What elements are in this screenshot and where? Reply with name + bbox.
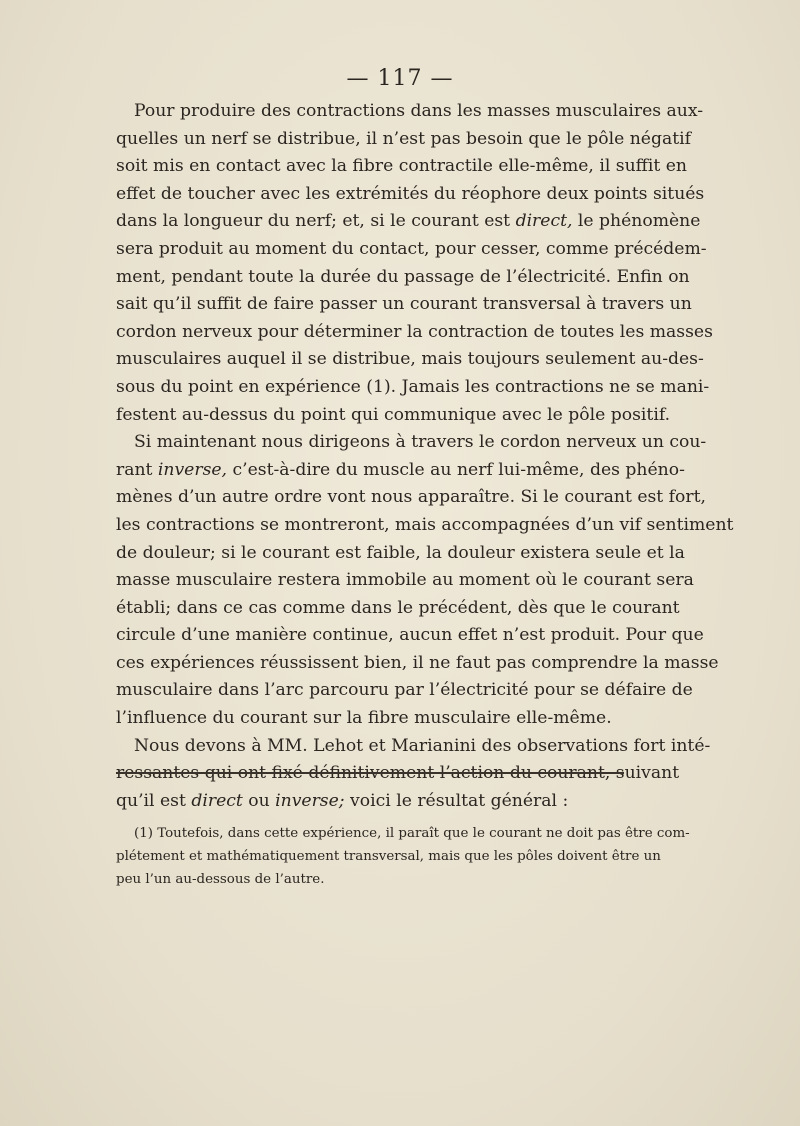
italic-word: inverse; (275, 790, 345, 811)
text-line: sera produit au moment du contact, pour cesser, comme précédem- (116, 238, 707, 259)
body-text (116, 98, 734, 815)
paragraph-1 (116, 98, 713, 429)
text-line: rant (116, 459, 158, 480)
footnote (116, 822, 690, 891)
text-line: masse musculaire restera immobile au moment où le courant sera (116, 570, 694, 591)
text-line: dans la longueur du nerf; et, si le courant est (116, 211, 516, 232)
text-line: festent au-dessus du point qui communique avec le pôle positif. (116, 404, 671, 425)
text-line: quelles un nerf se distribue, il n’est pas besoin que le pôle négatif (116, 128, 691, 149)
text-line: de douleur; si le courant est faible, la douleur existera seule et la (116, 542, 685, 563)
footnote-line: (1) Toutefois, dans cette expérience, il paraît que le courant ne doit pas être com- (134, 826, 690, 841)
text-line: Nous devons à MM. Lehot et Marianini des observations fort inté- (134, 735, 711, 756)
text-line: ces expériences réussissent bien, il ne faut pas comprendre la masse (116, 652, 719, 673)
italic-word: direct (191, 790, 243, 811)
footnote-divider (116, 772, 624, 774)
page-number: — 117 — (346, 66, 454, 91)
text-fragment: ou (242, 790, 276, 811)
text-line: cordon nerveux pour déterminer la contraction de toutes les masses (116, 321, 713, 342)
text-line: les contractions se montreront, mais accompagnées d’un vif sentiment (116, 514, 734, 535)
text-line: qu’il est (116, 790, 192, 811)
paragraph-3 (116, 733, 711, 816)
text-line: établi; dans ce cas comme dans le précédent, dès que le courant (116, 597, 680, 618)
text-line: ressantes qui ont fixé définitivement l’action du courant, suivant (116, 763, 680, 784)
text-line: ment, pendant toute la durée du passage de l’électricité. Enfin on (116, 266, 690, 287)
text-line: sait qu’il suffit de faire passer un courant transversal à travers un (116, 294, 692, 315)
footnote-line: plétement et mathématiquement transversal, mais que les pôles doivent être un (116, 849, 661, 864)
text-fragment: voici le résultat général : (344, 790, 569, 811)
text-fragment: c’est-à-dire du muscle au nerf lui-même, des phéno- (227, 459, 685, 480)
text-line: Si maintenant nous dirigeons à travers le cordon nerveux un cou- (134, 432, 707, 453)
text-line: Pour produire des contractions dans les masses musculaires aux- (134, 101, 704, 121)
text-line: circule d’une manière continue, aucun effet n’est produit. Pour que (116, 625, 704, 646)
text-line: l’influence du courant sur la fibre musculaire elle-même. (116, 708, 612, 729)
footnote-line: peu l’un au-dessous de l’autre. (116, 872, 325, 887)
text-line: mènes d’un autre ordre vont nous apparaître. Si le courant est fort, (116, 487, 706, 508)
text-line: musculaires auquel il se distribue, mais toujours seulement au-des- (116, 349, 704, 370)
text-line: effet de toucher avec les extrémités du réophore deux points situés (116, 183, 705, 204)
paragraph-2 (116, 429, 734, 733)
italic-word: inverse, (157, 459, 228, 480)
text-line: soit mis en contact avec la fibre contractile elle-même, il suffit en (116, 156, 688, 177)
text-line: musculaire dans l’arc parcouru par l’électricité pour se défaire de (116, 680, 693, 701)
text-line: sous du point en expérience (1). Jamais les contractions ne se mani- (116, 376, 710, 397)
italic-word: direct, (515, 211, 573, 232)
text-fragment: le phénomène (572, 211, 701, 232)
